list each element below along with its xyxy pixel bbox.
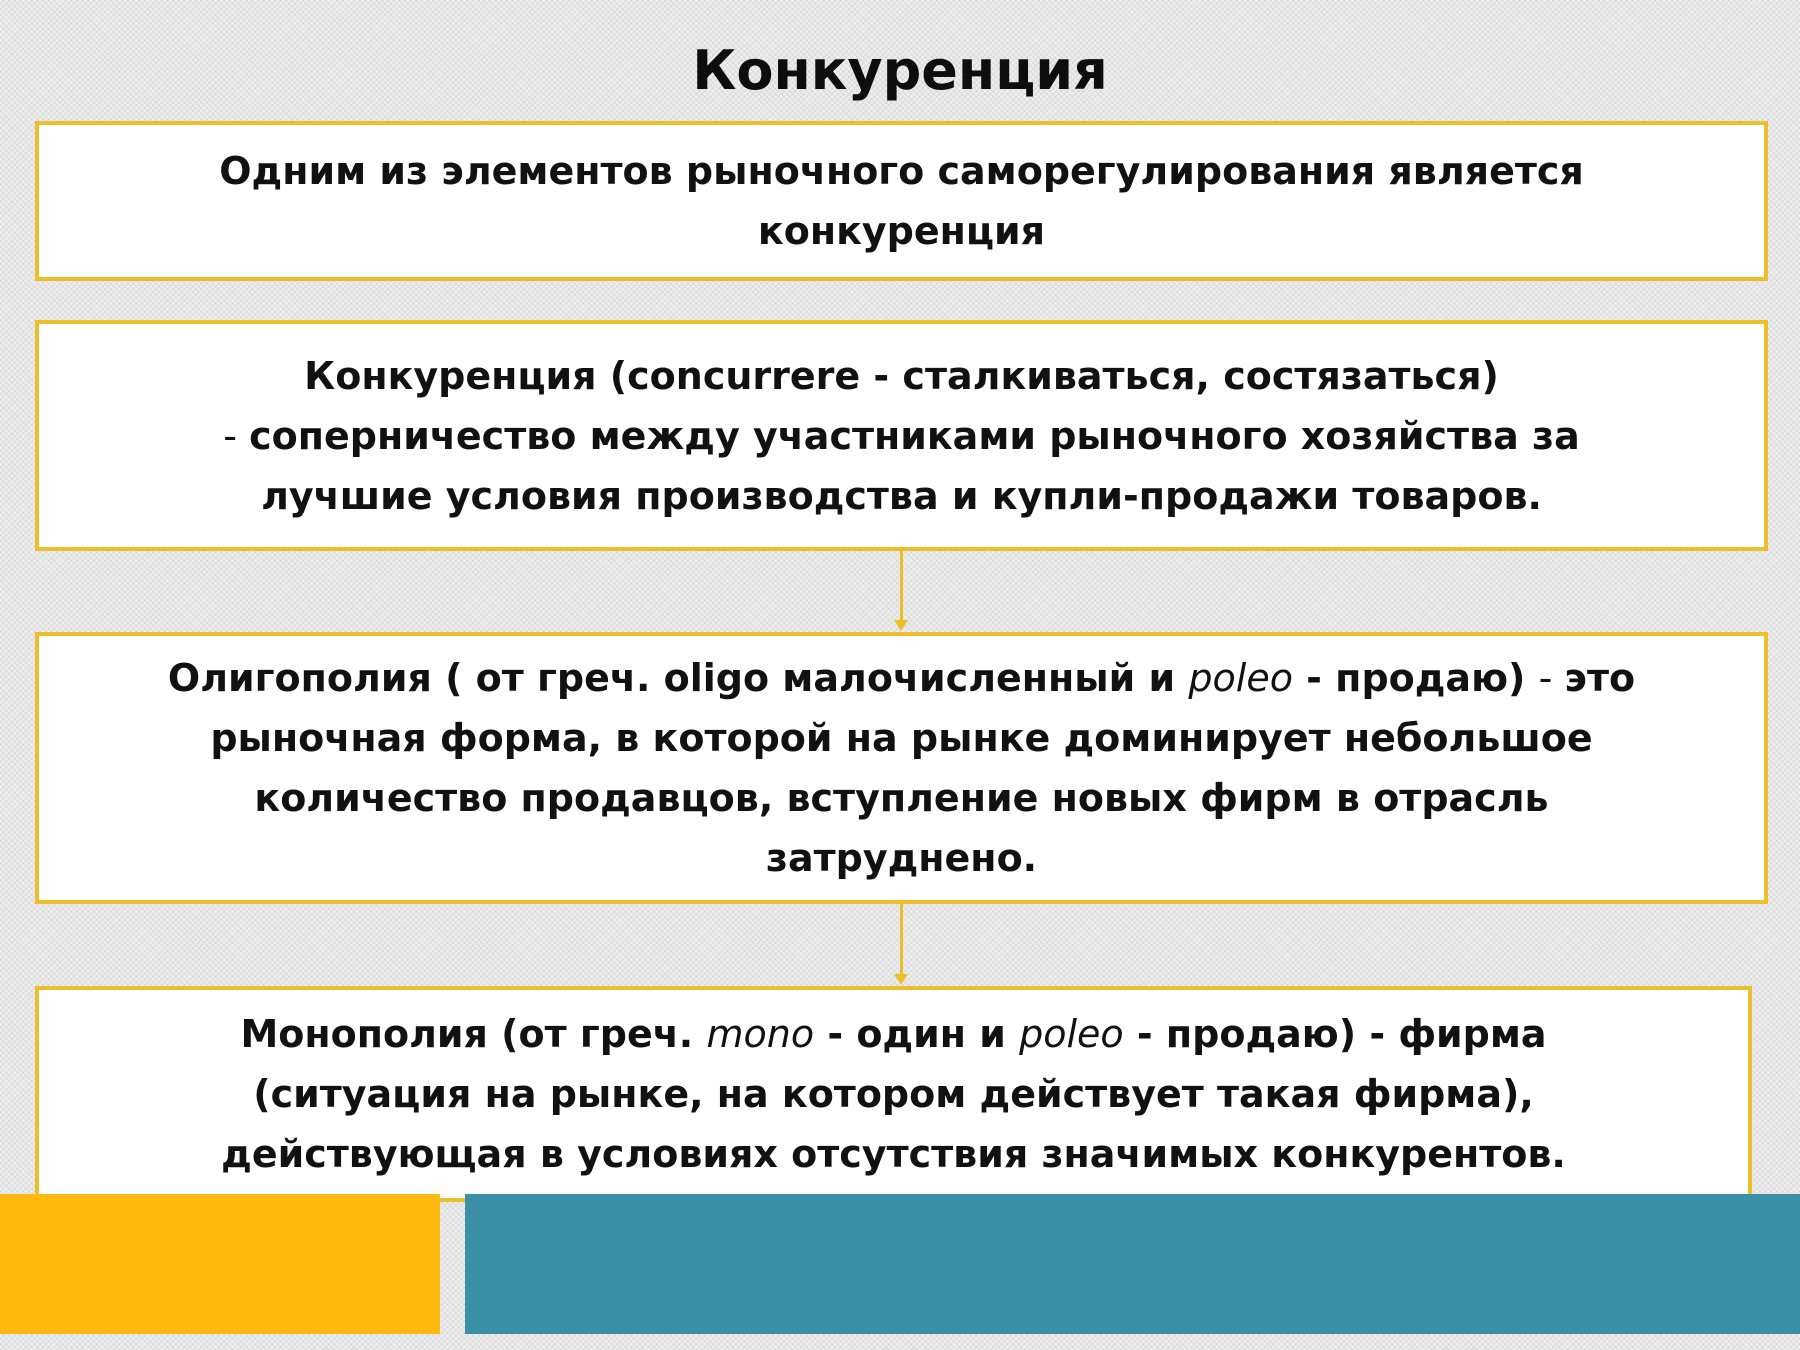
connector-line-1 — [900, 551, 903, 621]
competition-line-3: лучшие условия производства и купли-продажи товаров. — [261, 473, 1542, 518]
monopoly-line-1-b: - один и — [814, 1012, 1020, 1056]
oligopoly-line-3: количество продавцов, вступление новых фирм в отрасль — [254, 776, 1549, 820]
arrow-down-icon — [894, 620, 908, 631]
monopoly-text — [221, 1004, 1566, 1184]
oligopoly-line-1 — [168, 648, 1635, 708]
intro-line-1: Одним из элементов рыночного саморегулирования является — [219, 149, 1584, 193]
competition-definition-box — [35, 320, 1768, 551]
monopoly-line-1 — [221, 1004, 1566, 1064]
footer-band-yellow — [0, 1194, 440, 1334]
intro-box — [35, 121, 1768, 281]
connector-line-2 — [900, 904, 903, 975]
competition-definition-text — [223, 346, 1579, 526]
monopoly-line-1-a: Монополия (от греч. — [240, 1012, 707, 1056]
arrow-down-icon — [894, 974, 908, 985]
oligopoly-line-1-a: Олигополия ( от греч. oligo малочисленный и — [167, 656, 1189, 700]
competition-line-2 — [223, 406, 1579, 466]
slide-title: Конкуренция — [692, 39, 1108, 102]
oligopoly-line-1-c: это — [1564, 656, 1636, 700]
oligopoly-line-4: затруднено. — [765, 836, 1038, 880]
footer-band-teal — [465, 1194, 1800, 1334]
monopoly-line-3: действующая в условиях отсутствия значимых конкурентов. — [221, 1132, 1566, 1176]
monopoly-poleo: poleo — [1019, 1012, 1124, 1056]
monopoly-line-2: (ситуация на рынке, на котором действует такая фирма), — [253, 1072, 1534, 1116]
oligopoly-line-2: рыночная форма, в которой на рынке доминирует небольшое — [210, 716, 1593, 760]
intro-line-2: конкуренция — [757, 209, 1046, 253]
monopoly-mono: mono — [706, 1012, 815, 1056]
oligopoly-dash: - — [1538, 656, 1565, 700]
competition-line-2-text: соперничество между участниками рыночного хозяйства за — [249, 413, 1580, 458]
oligopoly-text — [168, 648, 1635, 888]
intro-text — [219, 141, 1584, 261]
competition-dash: - — [223, 413, 250, 458]
monopoly-line-1-c: - продаю) - фирма — [1123, 1012, 1547, 1056]
monopoly-box — [35, 986, 1752, 1202]
oligopoly-poleo: poleo — [1188, 656, 1293, 700]
oligopoly-line-1-b: - продаю) — [1292, 656, 1539, 700]
oligopoly-box — [35, 632, 1768, 904]
competition-line-1: Конкуренция (concurrere - сталкиваться, состязаться) — [304, 353, 1499, 398]
